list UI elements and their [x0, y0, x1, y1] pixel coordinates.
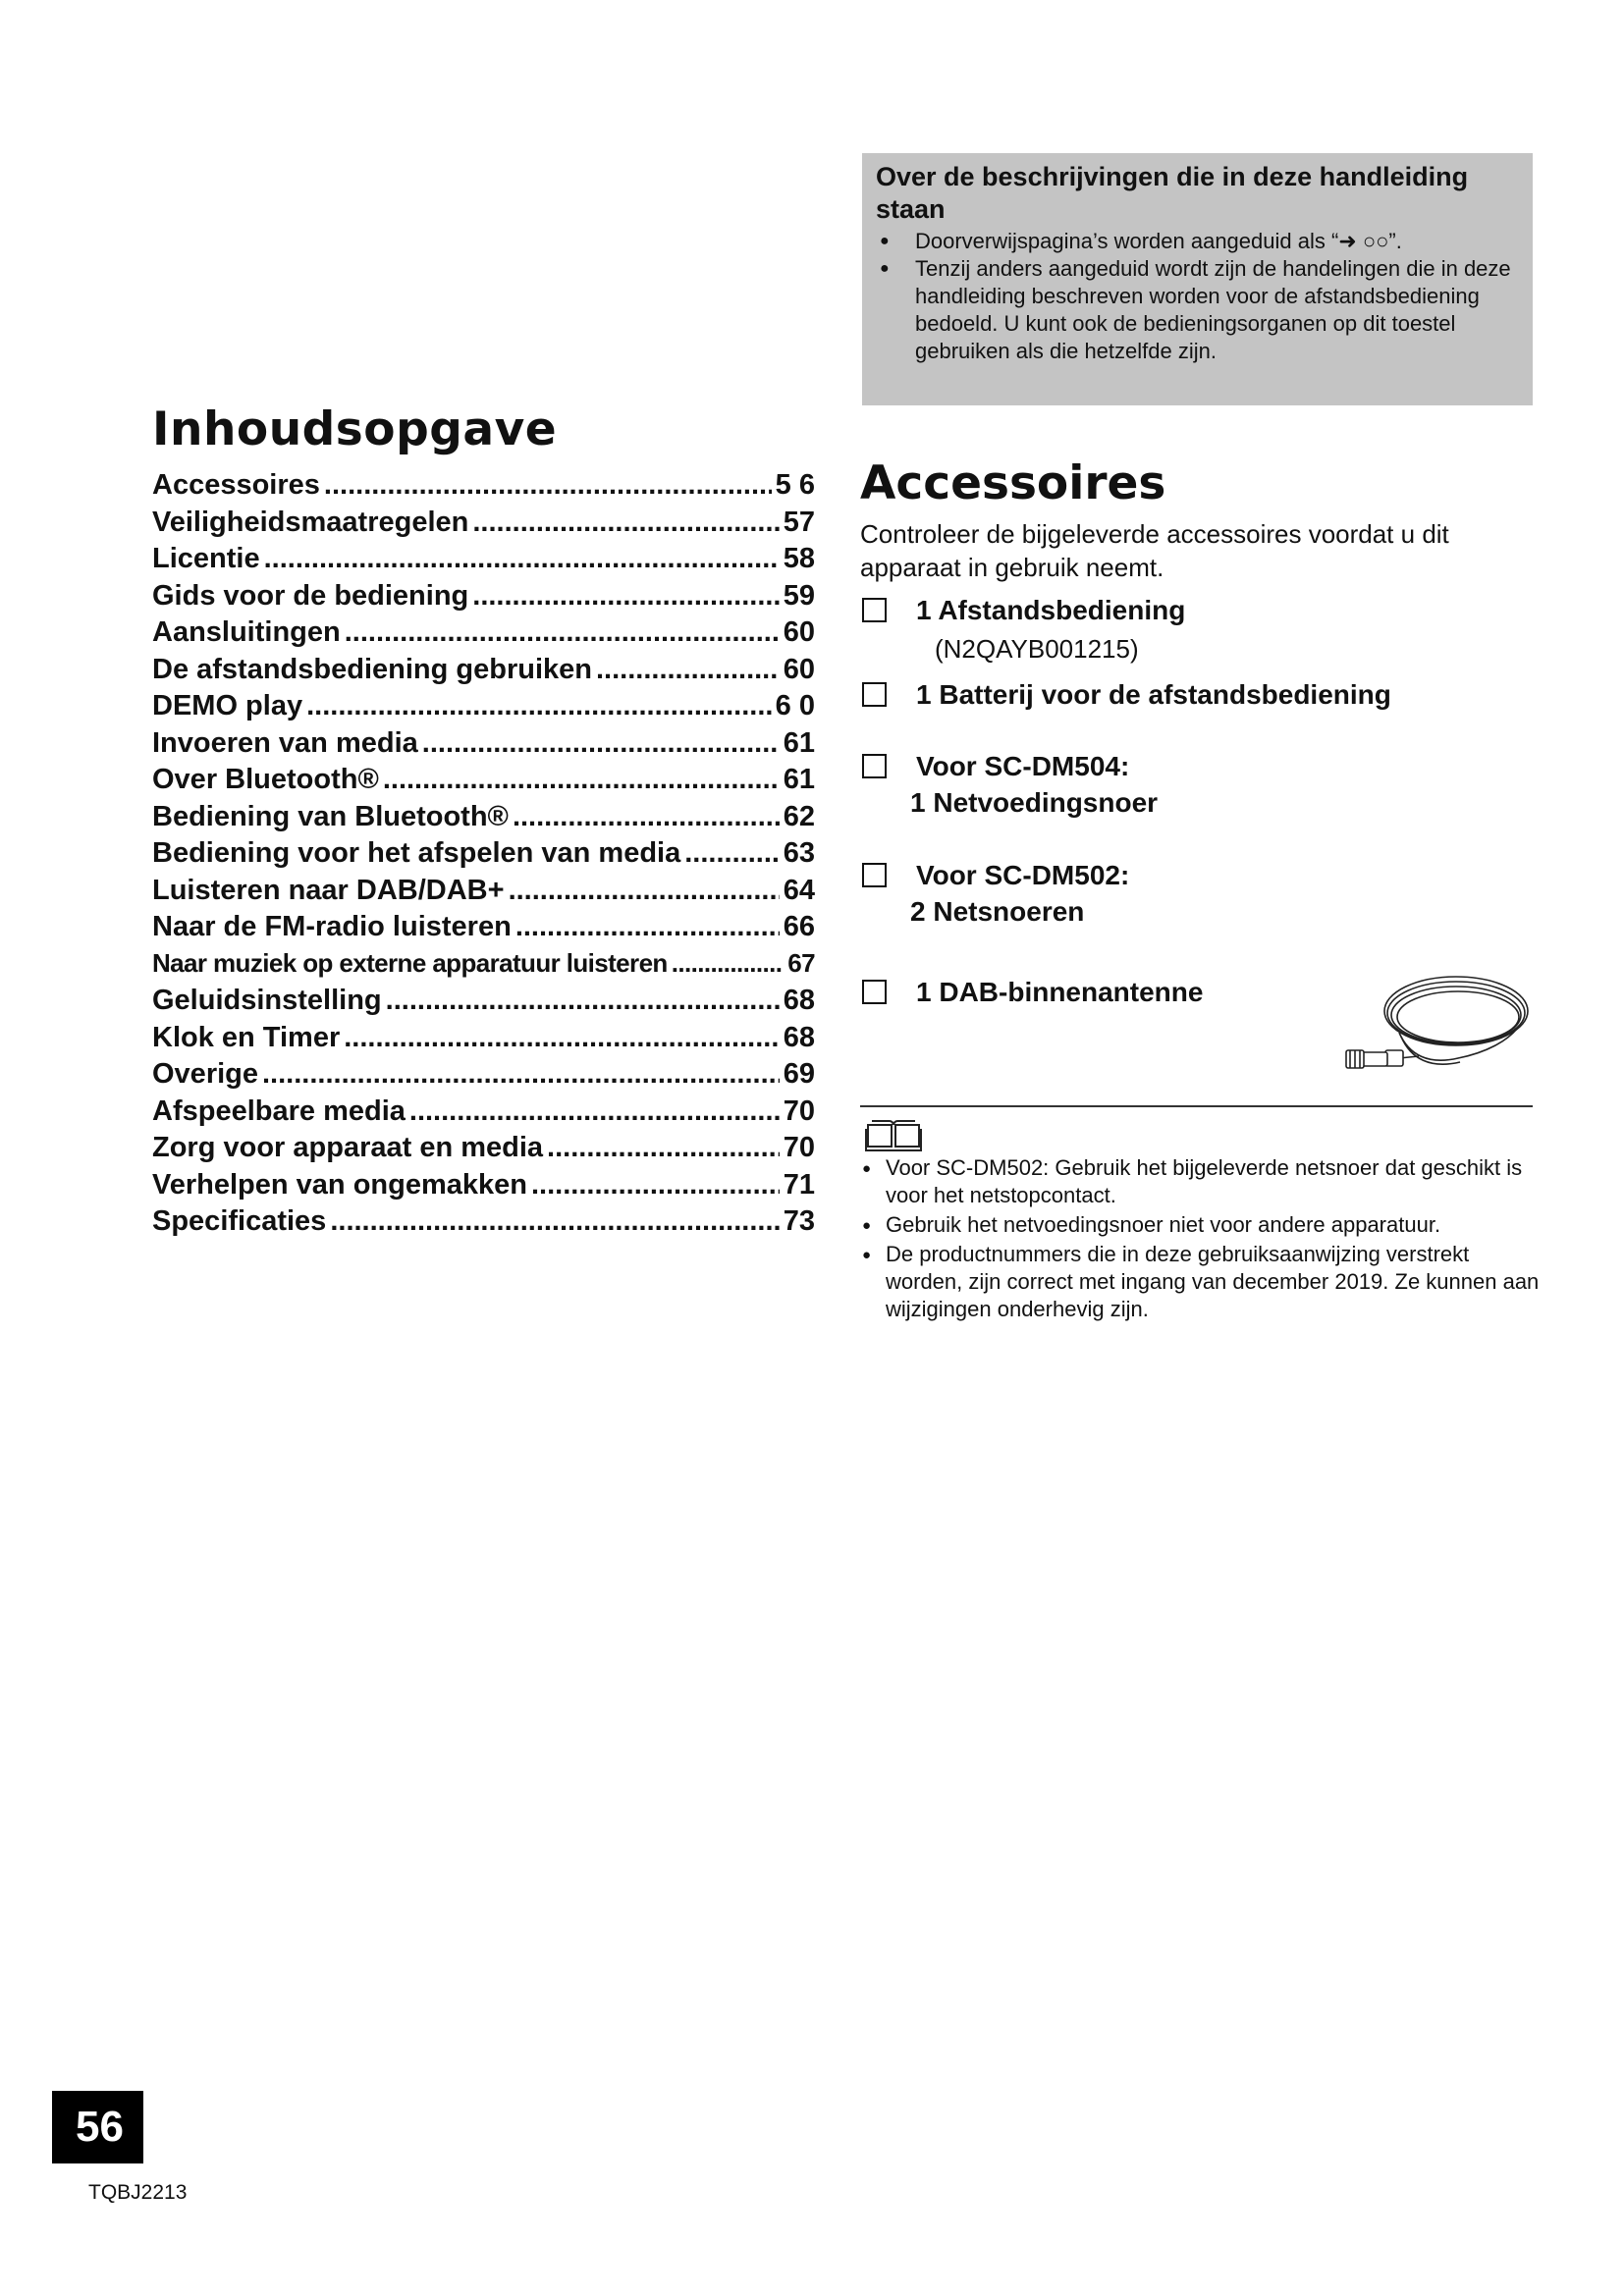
accessory-checkbox[interactable]: [862, 863, 887, 887]
notes-list: [862, 1154, 1549, 1323]
accessory-label: 1 Afstandsbediening: [916, 595, 1186, 625]
toc-leader: [264, 543, 780, 575]
document-code: TQBJ2213: [88, 2181, 188, 2204]
toc-entry-title: Bediening voor het afspelen van media: [152, 837, 681, 869]
toc-entry-title: Accessoires: [152, 469, 320, 501]
info-box-item: ● Tenzij anders aangeduid wordt zijn de handelingen die in deze handleiding beschreven worden voor de afstandsbediening bedoeld. U kunt ook de bedieningsorganen op dit toestel gebruiken als die hetzelfde zijn.: [876, 255, 1519, 365]
toc-entry-page: 60: [783, 653, 815, 685]
toc-entry[interactable]: [152, 1169, 815, 1206]
toc-entry[interactable]: [152, 1205, 815, 1243]
toc-entry-title: Naar muziek op externe apparatuur luisteren: [152, 947, 668, 978]
toc-entry[interactable]: [152, 764, 815, 801]
toc-entry-page: 68: [783, 1021, 815, 1053]
toc-leader: [306, 690, 772, 722]
toc-entry-page: 71: [783, 1168, 815, 1201]
toc-entry-page: 63: [783, 837, 815, 869]
toc-leader: [513, 801, 780, 833]
toc-entry[interactable]: [152, 1022, 815, 1059]
toc-leader: [531, 1169, 780, 1201]
toc-entry-title: Zorg voor apparaat en media: [152, 1132, 544, 1163]
toc-entry-page: 58: [783, 543, 815, 574]
toc-leader: [383, 764, 780, 796]
toc-entry-title: De afstandsbediening gebruiken: [152, 653, 592, 685]
note-item: ● De productnummers die in deze gebruiksaanwijzing verstrekt worden, zijn correct met ingang van december 2019. Ze kunnen aan wijzigingen onderhevig zijn.: [862, 1241, 1549, 1323]
toc-entry-title: Overige: [152, 1058, 258, 1090]
toc-entry-page: 61: [783, 726, 815, 759]
toc-entry[interactable]: [152, 837, 815, 875]
toc-entry-title: Aansluitingen: [152, 616, 341, 648]
toc-entry-title: Invoeren van media: [152, 726, 418, 759]
toc-entry-title: Specificaties: [152, 1205, 327, 1237]
accessory-label: 1 Batterij voor de afstandsbediening: [916, 679, 1391, 710]
toc-leader: [386, 985, 780, 1017]
toc-entry-title: Bediening van Bluetooth®: [152, 800, 509, 832]
toc-entry-page: 70: [783, 1132, 815, 1163]
toc-entry[interactable]: [152, 985, 815, 1022]
toc-entry-title: Verhelpen van ongemakken: [152, 1168, 527, 1201]
toc-entry-page: 68: [783, 985, 815, 1016]
toc-leader: [684, 837, 779, 870]
accessory-checkbox[interactable]: [862, 980, 887, 1004]
toc-entry-title: Gids voor de bediening: [152, 579, 469, 612]
toc-entry-title: Veiligheidsmaatregelen: [152, 506, 469, 538]
toc-entry-page: 59: [783, 579, 815, 612]
toc-entry-page: 5 6: [775, 469, 815, 501]
accessory-part-number: (N2QAYB001215): [935, 634, 1139, 664]
accessory-label: 1 DAB-binnenantenne: [916, 977, 1204, 1007]
toc-entry-page: 6 0: [775, 690, 815, 721]
toc-entry[interactable]: [152, 727, 815, 765]
toc-entry[interactable]: [152, 543, 815, 580]
toc-entry-title: Geluidsinstelling: [152, 985, 382, 1016]
toc-entry-title: Naar de FM-radio luisteren: [152, 911, 512, 942]
accessories-intro: Controleer de bijgeleverde accessoires voordat u dit apparaat in gebruik neemt.: [860, 519, 1449, 582]
section-divider: [860, 1105, 1533, 1107]
dab-antenna-illustration: [1340, 972, 1532, 1090]
toc-entry-page: 66: [783, 911, 815, 942]
toc-entry-title: DEMO play: [152, 690, 303, 721]
accessory-label: Voor SC-DM502:: [916, 860, 1130, 890]
info-box-list: [876, 228, 1519, 365]
toc-entry-page: 70: [783, 1095, 815, 1127]
toc-title: Inhoudsopgave: [152, 402, 558, 456]
note-book-icon: [864, 1119, 923, 1152]
toc-leader: [422, 727, 780, 760]
toc-entry[interactable]: [152, 507, 815, 544]
toc-entry[interactable]: [152, 911, 815, 948]
toc-entry-page: 60: [783, 616, 815, 648]
toc-entry[interactable]: [152, 1058, 815, 1095]
toc-entry[interactable]: [152, 580, 815, 617]
toc-entry-title: Luisteren naar DAB/DAB+: [152, 874, 505, 906]
accessory-sublabel: 1 Netvoedingsnoer: [910, 787, 1159, 818]
toc-entry[interactable]: [152, 948, 815, 986]
toc-entry[interactable]: [152, 690, 815, 727]
page-number: 56: [52, 2091, 143, 2163]
toc-entry[interactable]: [152, 469, 815, 507]
toc-entry[interactable]: [152, 1132, 815, 1169]
note-item: ● Gebruik het netvoedingsnoer niet voor andere apparatuur.: [862, 1211, 1549, 1239]
toc-leader: [345, 616, 780, 649]
info-box-title: Over de beschrijvingen die in deze handleiding staan: [876, 162, 1469, 224]
toc-leader: [509, 875, 780, 907]
accessory-checkbox[interactable]: [862, 598, 887, 622]
accessory-label: Voor SC-DM504:: [916, 751, 1130, 781]
info-box: [862, 153, 1533, 405]
toc-leader: [330, 1205, 779, 1238]
toc-entry[interactable]: [152, 1095, 815, 1133]
toc-leader: [262, 1058, 780, 1091]
toc-leader: [515, 911, 780, 943]
toc-leader: [472, 580, 779, 613]
accessory-sublabel: 2 Netsnoeren: [910, 896, 1085, 927]
toc-leader: [672, 948, 785, 979]
toc-entry-title: Licentie: [152, 543, 260, 574]
toc-leader: [472, 507, 779, 539]
toc-entry[interactable]: [152, 654, 815, 691]
toc-entry-page: 69: [783, 1058, 815, 1090]
accessory-checkbox[interactable]: [862, 754, 887, 778]
accessory-checkbox[interactable]: [862, 682, 887, 707]
toc-entry-page: 64: [783, 874, 815, 906]
note-item: ● Voor SC-DM502: Gebruik het bijgeleverde netsnoer dat geschikt is voor het netstopcontact.: [862, 1154, 1549, 1209]
toc-entry-title: Over Bluetooth®: [152, 764, 379, 795]
toc-entry[interactable]: [152, 616, 815, 654]
toc-entry-title: Afspeelbare media: [152, 1095, 406, 1127]
info-box-item: ● Doorverwijspagina’s worden aangeduid als “➜ ○○”.: [876, 228, 1519, 255]
toc-leader: [409, 1095, 780, 1128]
toc-leader: [324, 469, 772, 502]
toc-entry[interactable]: [152, 875, 815, 912]
toc-entry-page: 57: [783, 506, 815, 538]
toc-leader: [547, 1132, 780, 1164]
toc-entry-page: 67: [787, 947, 815, 978]
toc-entry-page: 61: [783, 764, 815, 795]
toc-leader: [344, 1022, 779, 1054]
toc-entry-page: 73: [783, 1205, 815, 1237]
accessories-title: Accessoires: [860, 456, 1166, 510]
toc-entry[interactable]: [152, 801, 815, 838]
toc-entry-page: 62: [783, 800, 815, 832]
toc-entry-title: Klok en Timer: [152, 1021, 341, 1053]
toc-list: [152, 469, 815, 1243]
toc-leader: [596, 654, 780, 686]
